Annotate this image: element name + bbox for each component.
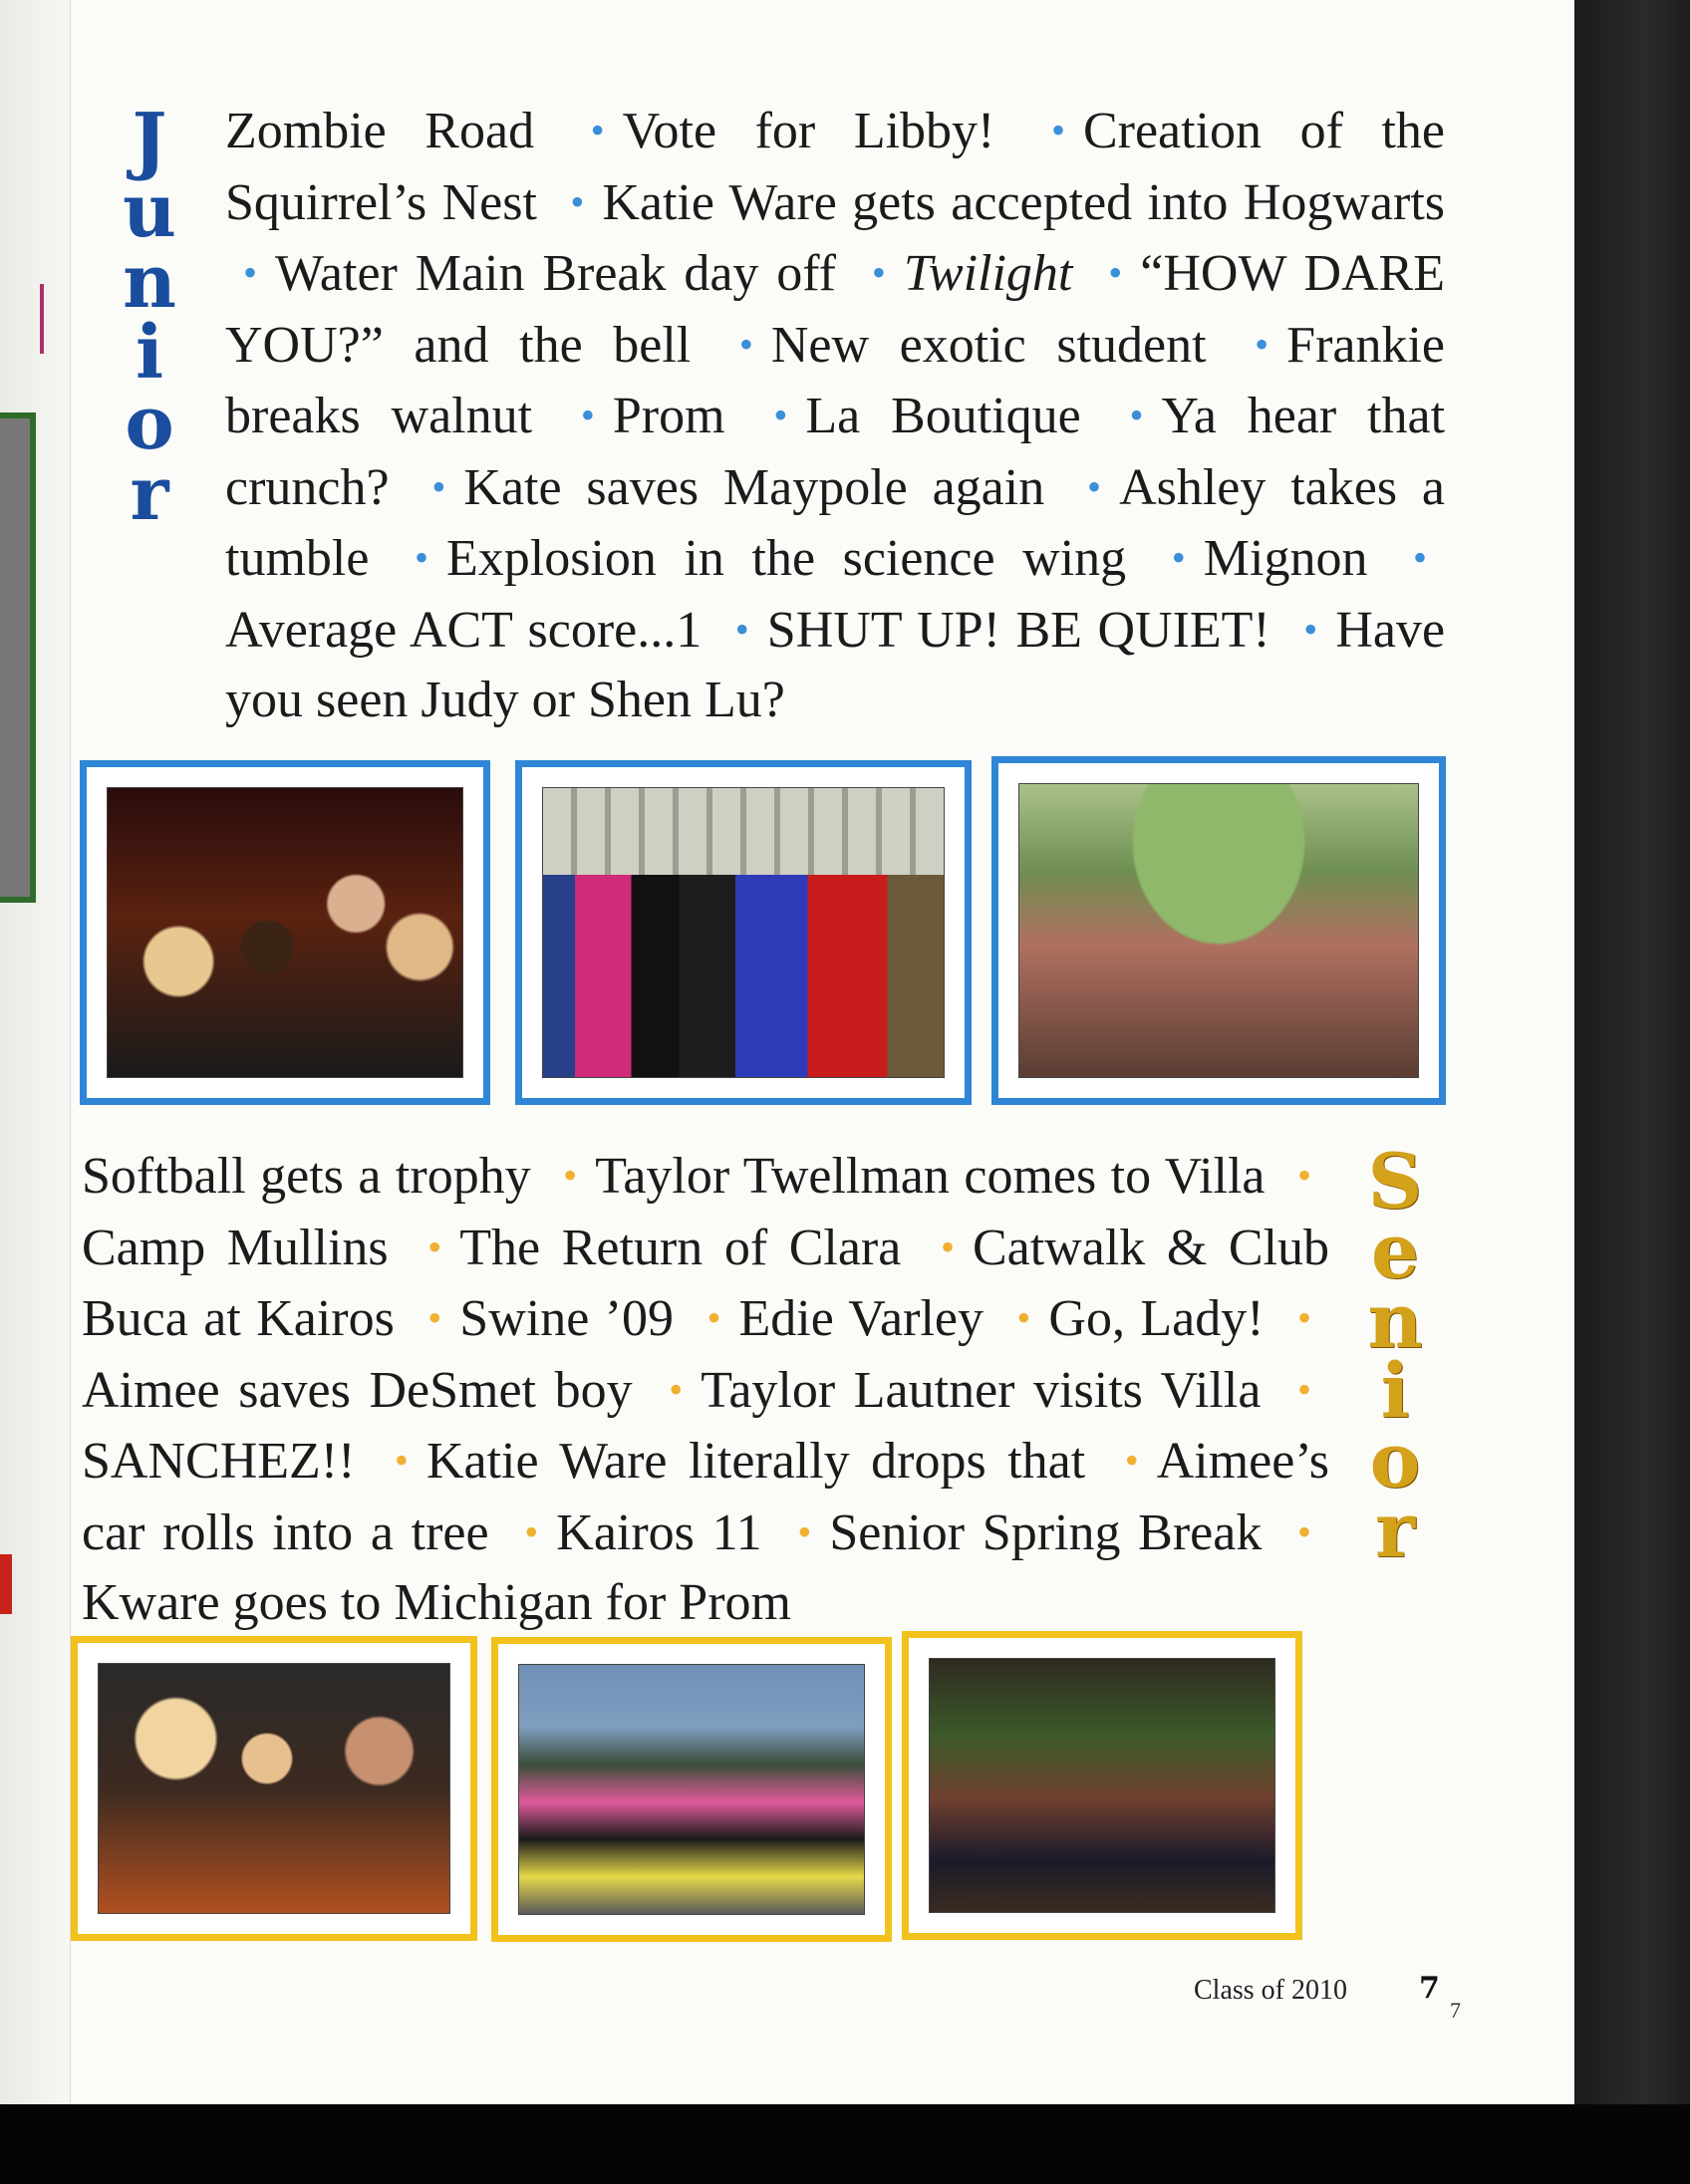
bullet-separator: •	[1297, 1366, 1312, 1412]
bullet-separator: •	[1108, 250, 1123, 295]
bullet-separator: •	[1124, 1438, 1139, 1483]
bullet-separator: •	[1016, 1295, 1031, 1340]
senior-event: Taylor Twellman comes to Villa	[595, 1148, 1266, 1205]
senior-event: Kware goes to Michigan for Prom	[82, 1574, 791, 1631]
junior-photo-frame-3	[991, 756, 1446, 1105]
bullet-separator: •	[580, 393, 595, 437]
footer-class-label: Class of 2010	[1194, 1975, 1347, 2006]
senior-letter: o	[1369, 1416, 1421, 1504]
bullet-separator: •	[1255, 321, 1269, 367]
junior-event: Ya hear that crunch?	[225, 388, 1446, 516]
junior-event: New exotic student	[770, 316, 1207, 374]
senior-letter: r	[1374, 1486, 1416, 1574]
junior-letter: r	[130, 451, 169, 537]
junior-event: Creation of the Squirrel’s Nest	[225, 103, 1445, 231]
bullet-separator: •	[1296, 1295, 1311, 1340]
bullet-separator: •	[797, 1508, 812, 1554]
senior-photo-3	[929, 1658, 1275, 1913]
senior-event: Aimee saves DeSmet boy	[82, 1361, 633, 1419]
junior-photo-frame-2	[515, 760, 972, 1105]
bullet-separator: •	[431, 463, 446, 509]
junior-letter: i	[135, 310, 164, 396]
junior-vertical-heading	[110, 98, 189, 537]
senior-event: Camp Mullins	[82, 1219, 389, 1276]
footer-page-number: 7	[1419, 1971, 1440, 2006]
bullet-separator: •	[669, 1366, 684, 1412]
bullet-separator: •	[427, 1224, 442, 1269]
senior-event: Katie Ware literally drops that	[425, 1433, 1086, 1490]
bullet-separator: •	[1297, 1153, 1312, 1198]
bullet-separator: •	[1297, 1508, 1312, 1554]
previous-page-edge	[0, 0, 71, 2104]
junior-photo-3	[1018, 783, 1419, 1078]
junior-event: Explosion in the science wing	[446, 530, 1127, 587]
junior-event: La Boutique	[805, 388, 1081, 444]
junior-event: Vote for Libby!	[622, 103, 995, 159]
bullet-separator: •	[1303, 606, 1318, 652]
senior-event: Senior Spring Break	[829, 1503, 1263, 1561]
senior-event: Edie Varley	[738, 1290, 984, 1347]
junior-letter: n	[123, 239, 176, 325]
bullet-separator: •	[940, 1224, 955, 1269]
junior-event: Average ACT score...1	[225, 601, 703, 659]
junior-event: Twilight	[903, 245, 1073, 302]
bullet-separator: •	[570, 178, 585, 224]
bullet-separator: •	[1171, 535, 1186, 580]
bullet-separator: •	[1413, 535, 1428, 580]
junior-event: Have you seen Judy or Shen Lu?	[225, 601, 1446, 728]
junior-letter: u	[123, 168, 176, 254]
senior-vertical-heading	[1350, 1137, 1440, 1574]
junior-events-text	[225, 96, 1445, 736]
senior-event: Go, Lady!	[1048, 1290, 1265, 1347]
junior-photo-frame-1	[80, 760, 490, 1105]
junior-event: Katie Ware gets accepted into Hogwarts	[602, 173, 1445, 231]
bullet-separator: •	[734, 606, 749, 652]
junior-event: Zombie Road	[225, 103, 535, 159]
senior-event: Kairos 11	[556, 1503, 762, 1561]
junior-event: SHUT UP! BE QUIET!	[766, 601, 1270, 659]
junior-event: Ashley takes a tumble	[225, 458, 1445, 587]
bullet-separator: •	[524, 1508, 539, 1554]
senior-letter: e	[1370, 1207, 1420, 1295]
senior-photo-frame-1	[71, 1636, 477, 1941]
junior-photo-1	[107, 787, 463, 1078]
previous-page-red-mark	[0, 1554, 12, 1614]
junior-photo-2	[542, 787, 945, 1078]
bullet-separator: •	[871, 250, 886, 295]
senior-events-text	[82, 1141, 1329, 1639]
senior-letter: n	[1367, 1276, 1423, 1365]
senior-event: Aimee’s car rolls into a tree	[82, 1433, 1330, 1561]
junior-event: Mignon	[1203, 530, 1368, 587]
bullet-separator: •	[394, 1438, 409, 1483]
junior-event: Frankie breaks walnut	[225, 316, 1445, 444]
bullet-separator: •	[1050, 108, 1065, 152]
bullet-separator: •	[738, 321, 753, 367]
previous-page-photo-border	[0, 412, 36, 903]
senior-event: The Return of Clara	[459, 1219, 902, 1276]
junior-letter: J	[132, 98, 167, 183]
bullet-separator: •	[243, 250, 258, 295]
bullet-separator: •	[590, 108, 605, 152]
junior-event: Water Main Break day off	[275, 245, 836, 302]
bullet-separator: •	[415, 535, 429, 580]
senior-letter: i	[1380, 1346, 1410, 1435]
junior-letter: o	[125, 381, 174, 466]
senior-event: SANCHEZ!!	[82, 1433, 356, 1490]
junior-event: Prom	[612, 388, 725, 444]
junior-event: Kate saves Maypole again	[463, 458, 1045, 516]
senior-event: Catwalk & Club Buca at Kairos	[82, 1219, 1330, 1347]
bullet-separator: •	[773, 393, 788, 437]
junior-event: “HOW DARE YOU?” and the bell	[225, 245, 1445, 374]
senior-event: Taylor Lautner visits Villa	[701, 1361, 1262, 1419]
senior-photo-1	[98, 1663, 450, 1914]
senior-letter: S	[1367, 1137, 1423, 1226]
bullet-separator: •	[427, 1295, 442, 1340]
book-spine-shadow	[1574, 0, 1690, 2104]
scan-bottom-margin	[0, 2104, 1690, 2184]
footer-page-subscript: 7	[1450, 1998, 1461, 2023]
senior-photo-2	[518, 1664, 865, 1915]
bullet-separator: •	[1129, 393, 1144, 437]
bullet-separator: •	[563, 1153, 578, 1198]
previous-page-accent-bar	[40, 284, 44, 354]
bullet-separator: •	[1087, 463, 1102, 509]
bullet-separator: •	[706, 1295, 721, 1340]
senior-event: Softball gets a trophy	[82, 1148, 531, 1205]
senior-photo-frame-3	[902, 1631, 1302, 1940]
senior-photo-frame-2	[491, 1637, 892, 1942]
senior-event: Swine ’09	[459, 1290, 675, 1347]
